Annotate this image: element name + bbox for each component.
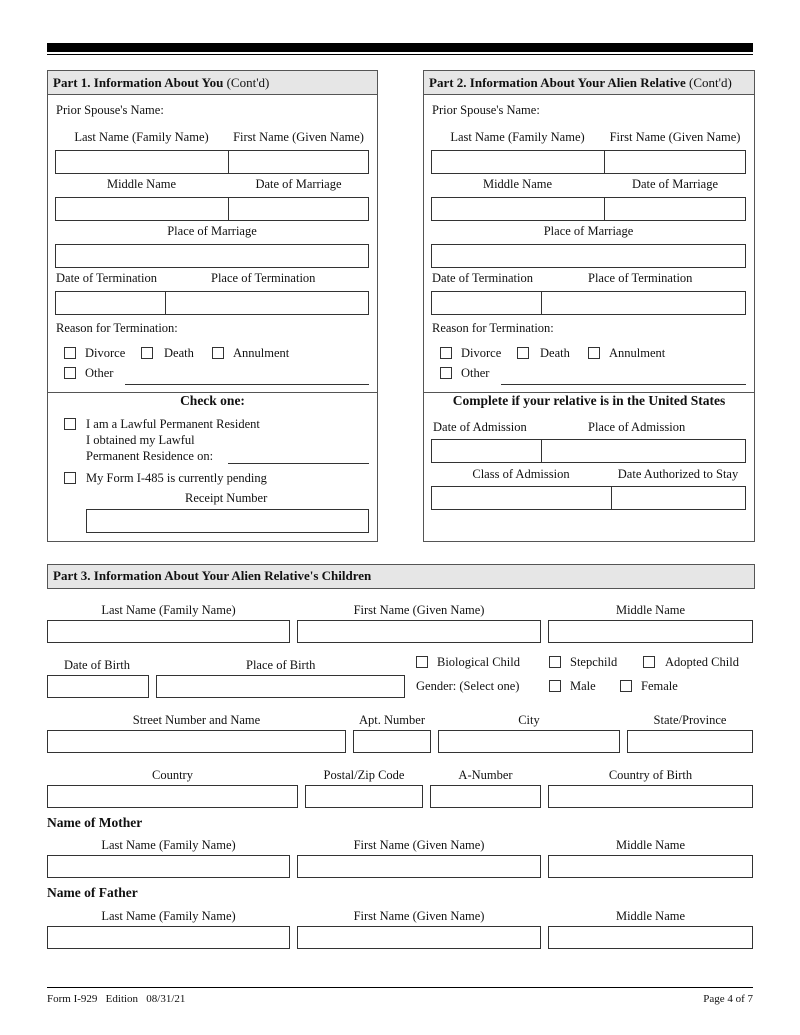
part3-place-of-birth-label: Place of Birth bbox=[246, 658, 316, 672]
part2-date-of-marriage-label: Date of Marriage bbox=[631, 177, 719, 191]
part3-country-of-birth-label: Country of Birth bbox=[608, 768, 693, 782]
part2-other-input[interactable] bbox=[501, 384, 746, 385]
part1-lpr-line3: Permanent Residence on: bbox=[86, 449, 214, 463]
part3-mother-first-name-input[interactable] bbox=[297, 855, 541, 878]
part3-stepchild-label: Stepchild bbox=[570, 655, 618, 669]
part1-last-name-label: Last Name (Family Name) bbox=[74, 130, 209, 144]
part2-middle-name-label: Middle Name bbox=[482, 177, 553, 191]
part1-lpr-line2: I obtained my Lawful bbox=[86, 433, 195, 447]
part1-divorce-checkbox[interactable] bbox=[64, 347, 76, 359]
part3-male-checkbox[interactable] bbox=[549, 680, 561, 692]
part3-street-input[interactable] bbox=[47, 730, 346, 753]
part3-street-label: Street Number and Name bbox=[132, 713, 261, 727]
part1-spouse-first-name-input[interactable] bbox=[228, 150, 369, 174]
part1-divorce-label: Divorce bbox=[85, 346, 126, 360]
part2-spouse-last-name-input[interactable] bbox=[431, 150, 605, 174]
part3-father-heading: Name of Father bbox=[47, 885, 138, 900]
part3-apt-input[interactable] bbox=[353, 730, 431, 753]
part1-date-of-marriage-label: Date of Marriage bbox=[255, 177, 342, 191]
part3-country-input[interactable] bbox=[47, 785, 298, 808]
part1-lpr-date-input[interactable] bbox=[228, 463, 369, 464]
part2-last-name-label: Last Name (Family Name) bbox=[450, 130, 585, 144]
part1-place-of-marriage-input[interactable] bbox=[55, 244, 369, 268]
part3-mother-last-name-label: Last Name (Family Name) bbox=[101, 838, 236, 852]
part3-adopted-child-label: Adopted Child bbox=[665, 655, 739, 669]
part3-female-checkbox[interactable] bbox=[620, 680, 632, 692]
part2-title: Part 2. Information About Your Alien Relative bbox=[429, 75, 686, 90]
part1-annulment-label: Annulment bbox=[233, 346, 290, 360]
part2-header bbox=[424, 71, 754, 95]
part2-class-of-admission-input[interactable] bbox=[431, 486, 612, 510]
part3-male-label: Male bbox=[570, 679, 596, 693]
part1-date-of-termination-label: Date of Termination bbox=[56, 271, 157, 285]
part2-place-of-admission-input[interactable] bbox=[541, 439, 746, 463]
part2-first-name-label: First Name (Given Name) bbox=[609, 130, 741, 144]
part3-child-first-name-input[interactable] bbox=[297, 620, 541, 643]
part3-mother-heading: Name of Mother bbox=[47, 815, 143, 830]
part2-title-suffix: (Cont'd) bbox=[685, 75, 732, 90]
part2-date-of-marriage-input[interactable] bbox=[604, 197, 746, 221]
part1-title: Part 1. Information About You bbox=[53, 75, 224, 90]
part1-death-checkbox[interactable] bbox=[141, 347, 153, 359]
part2-complete-heading: Complete if your relative is in the United States bbox=[452, 393, 726, 408]
part2-prior-spouse-label: Prior Spouse's Name: bbox=[432, 103, 540, 117]
part3-state-label: State/Province bbox=[653, 713, 727, 727]
footer-form-edition: Form I-929 Edition 08/31/21 bbox=[47, 993, 186, 1005]
part2-other-label: Other bbox=[461, 366, 490, 380]
footer-rule bbox=[47, 987, 753, 988]
part2-other-checkbox[interactable] bbox=[440, 367, 452, 379]
part1-other-label: Other bbox=[85, 366, 114, 380]
part2-date-of-termination-label: Date of Termination bbox=[432, 271, 533, 285]
part3-city-input[interactable] bbox=[438, 730, 620, 753]
part1-lpr-checkbox[interactable] bbox=[64, 418, 76, 430]
part3-biological-child-label: Biological Child bbox=[437, 655, 520, 669]
part2-place-of-termination-input[interactable] bbox=[541, 291, 746, 315]
part3-anumber-label: A-Number bbox=[458, 768, 513, 782]
part3-father-middle-name-input[interactable] bbox=[548, 926, 753, 949]
part3-child-last-name-input[interactable] bbox=[47, 620, 290, 643]
part2-spouse-middle-name-input[interactable] bbox=[431, 197, 605, 221]
part2-spouse-first-name-input[interactable] bbox=[604, 150, 746, 174]
part3-state-input[interactable] bbox=[627, 730, 753, 753]
part1-lpr-line1: I am a Lawful Permanent Resident bbox=[86, 417, 260, 431]
header-bar bbox=[47, 43, 753, 52]
part2-annulment-checkbox[interactable] bbox=[588, 347, 600, 359]
part1-spouse-last-name-input[interactable] bbox=[55, 150, 229, 174]
part3-father-first-name-label: First Name (Given Name) bbox=[353, 909, 485, 923]
part3-country-label: Country bbox=[152, 768, 193, 782]
part3-mother-middle-name-label: Middle Name bbox=[615, 838, 686, 852]
part2-death-checkbox[interactable] bbox=[517, 347, 529, 359]
part3-gender-label: Gender: (Select one) bbox=[416, 679, 520, 693]
part3-last-name-label: Last Name (Family Name) bbox=[101, 603, 236, 617]
part2-divorce-checkbox[interactable] bbox=[440, 347, 452, 359]
part2-place-of-admission-label: Place of Admission bbox=[588, 420, 686, 434]
part1-place-of-marriage-label: Place of Marriage bbox=[167, 224, 257, 238]
part1-check-one-heading: Check one: bbox=[180, 393, 245, 408]
part3-header bbox=[47, 564, 755, 589]
part3-mother-last-name-input[interactable] bbox=[47, 855, 290, 878]
part3-title: Part 3. Information About Your Alien Relative's Children bbox=[53, 568, 372, 583]
part1-receipt-number-input[interactable] bbox=[86, 509, 369, 533]
part2-annulment-label: Annulment bbox=[609, 346, 666, 360]
part3-mother-middle-name-input[interactable] bbox=[548, 855, 753, 878]
part1-i485-label: My Form I-485 is currently pending bbox=[86, 471, 267, 485]
part3-postal-label: Postal/Zip Code bbox=[323, 768, 405, 782]
part2-death-label: Death bbox=[540, 346, 570, 360]
part1-other-checkbox[interactable] bbox=[64, 367, 76, 379]
part3-place-of-birth-input[interactable] bbox=[156, 675, 405, 698]
part1-prior-spouse-label: Prior Spouse's Name: bbox=[56, 103, 164, 117]
part1-panel bbox=[47, 70, 378, 542]
part1-first-name-label: First Name (Given Name) bbox=[233, 130, 364, 144]
header-rule bbox=[47, 54, 753, 55]
part2-reason-label: Reason for Termination: bbox=[432, 321, 554, 335]
part3-date-of-birth-input[interactable] bbox=[47, 675, 149, 698]
footer-page-number: Page 4 of 7 bbox=[703, 993, 753, 1005]
part2-date-authorized-input[interactable] bbox=[611, 486, 746, 510]
part3-apt-label: Apt. Number bbox=[359, 713, 425, 727]
part3-date-of-birth-label: Date of Birth bbox=[64, 658, 130, 672]
part1-receipt-number-label: Receipt Number bbox=[185, 491, 268, 505]
part3-father-middle-name-label: Middle Name bbox=[615, 909, 686, 923]
part3-middle-name-label: Middle Name bbox=[615, 603, 686, 617]
part3-stepchild-checkbox[interactable] bbox=[549, 656, 561, 668]
part3-father-last-name-input[interactable] bbox=[47, 926, 290, 949]
part3-anumber-input[interactable] bbox=[430, 785, 541, 808]
part2-panel bbox=[423, 70, 755, 542]
part1-middle-name-label: Middle Name bbox=[106, 177, 177, 191]
part3-father-last-name-label: Last Name (Family Name) bbox=[101, 909, 236, 923]
part3-postal-input[interactable] bbox=[305, 785, 423, 808]
part3-father-first-name-input[interactable] bbox=[297, 926, 541, 949]
part1-place-of-termination-input[interactable] bbox=[165, 291, 369, 315]
part1-death-label: Death bbox=[164, 346, 194, 360]
part1-spouse-middle-name-input[interactable] bbox=[55, 197, 229, 221]
part2-date-of-admission-label: Date of Admission bbox=[433, 420, 527, 434]
part3-mother-first-name-label: First Name (Given Name) bbox=[353, 838, 485, 852]
part3-country-of-birth-input[interactable] bbox=[548, 785, 753, 808]
part2-date-authorized-label: Date Authorized to Stay bbox=[617, 467, 739, 481]
part1-date-of-termination-input[interactable] bbox=[55, 291, 166, 315]
part3-adopted-child-checkbox[interactable] bbox=[643, 656, 655, 668]
part2-date-of-admission-input[interactable] bbox=[431, 439, 542, 463]
part1-i485-checkbox[interactable] bbox=[64, 472, 76, 484]
part1-title-suffix: (Cont'd) bbox=[223, 75, 270, 90]
part2-class-of-admission-label: Class of Admission bbox=[472, 467, 570, 481]
part3-city-label: City bbox=[518, 713, 540, 727]
part3-first-name-label: First Name (Given Name) bbox=[353, 603, 485, 617]
part1-place-of-termination-label: Place of Termination bbox=[211, 271, 316, 285]
part2-date-of-termination-input[interactable] bbox=[431, 291, 542, 315]
part3-child-middle-name-input[interactable] bbox=[548, 620, 753, 643]
part1-other-input[interactable] bbox=[125, 384, 369, 385]
part1-header bbox=[48, 71, 377, 95]
part2-divorce-label: Divorce bbox=[461, 346, 502, 360]
part2-place-of-marriage-label: Place of Marriage bbox=[543, 224, 634, 238]
part2-place-of-marriage-input[interactable] bbox=[431, 244, 746, 268]
part1-reason-label: Reason for Termination: bbox=[56, 321, 178, 335]
part1-date-of-marriage-input[interactable] bbox=[228, 197, 369, 221]
part1-annulment-checkbox[interactable] bbox=[212, 347, 224, 359]
part3-biological-child-checkbox[interactable] bbox=[416, 656, 428, 668]
part2-place-of-termination-label: Place of Termination bbox=[588, 271, 693, 285]
part3-female-label: Female bbox=[641, 679, 678, 693]
